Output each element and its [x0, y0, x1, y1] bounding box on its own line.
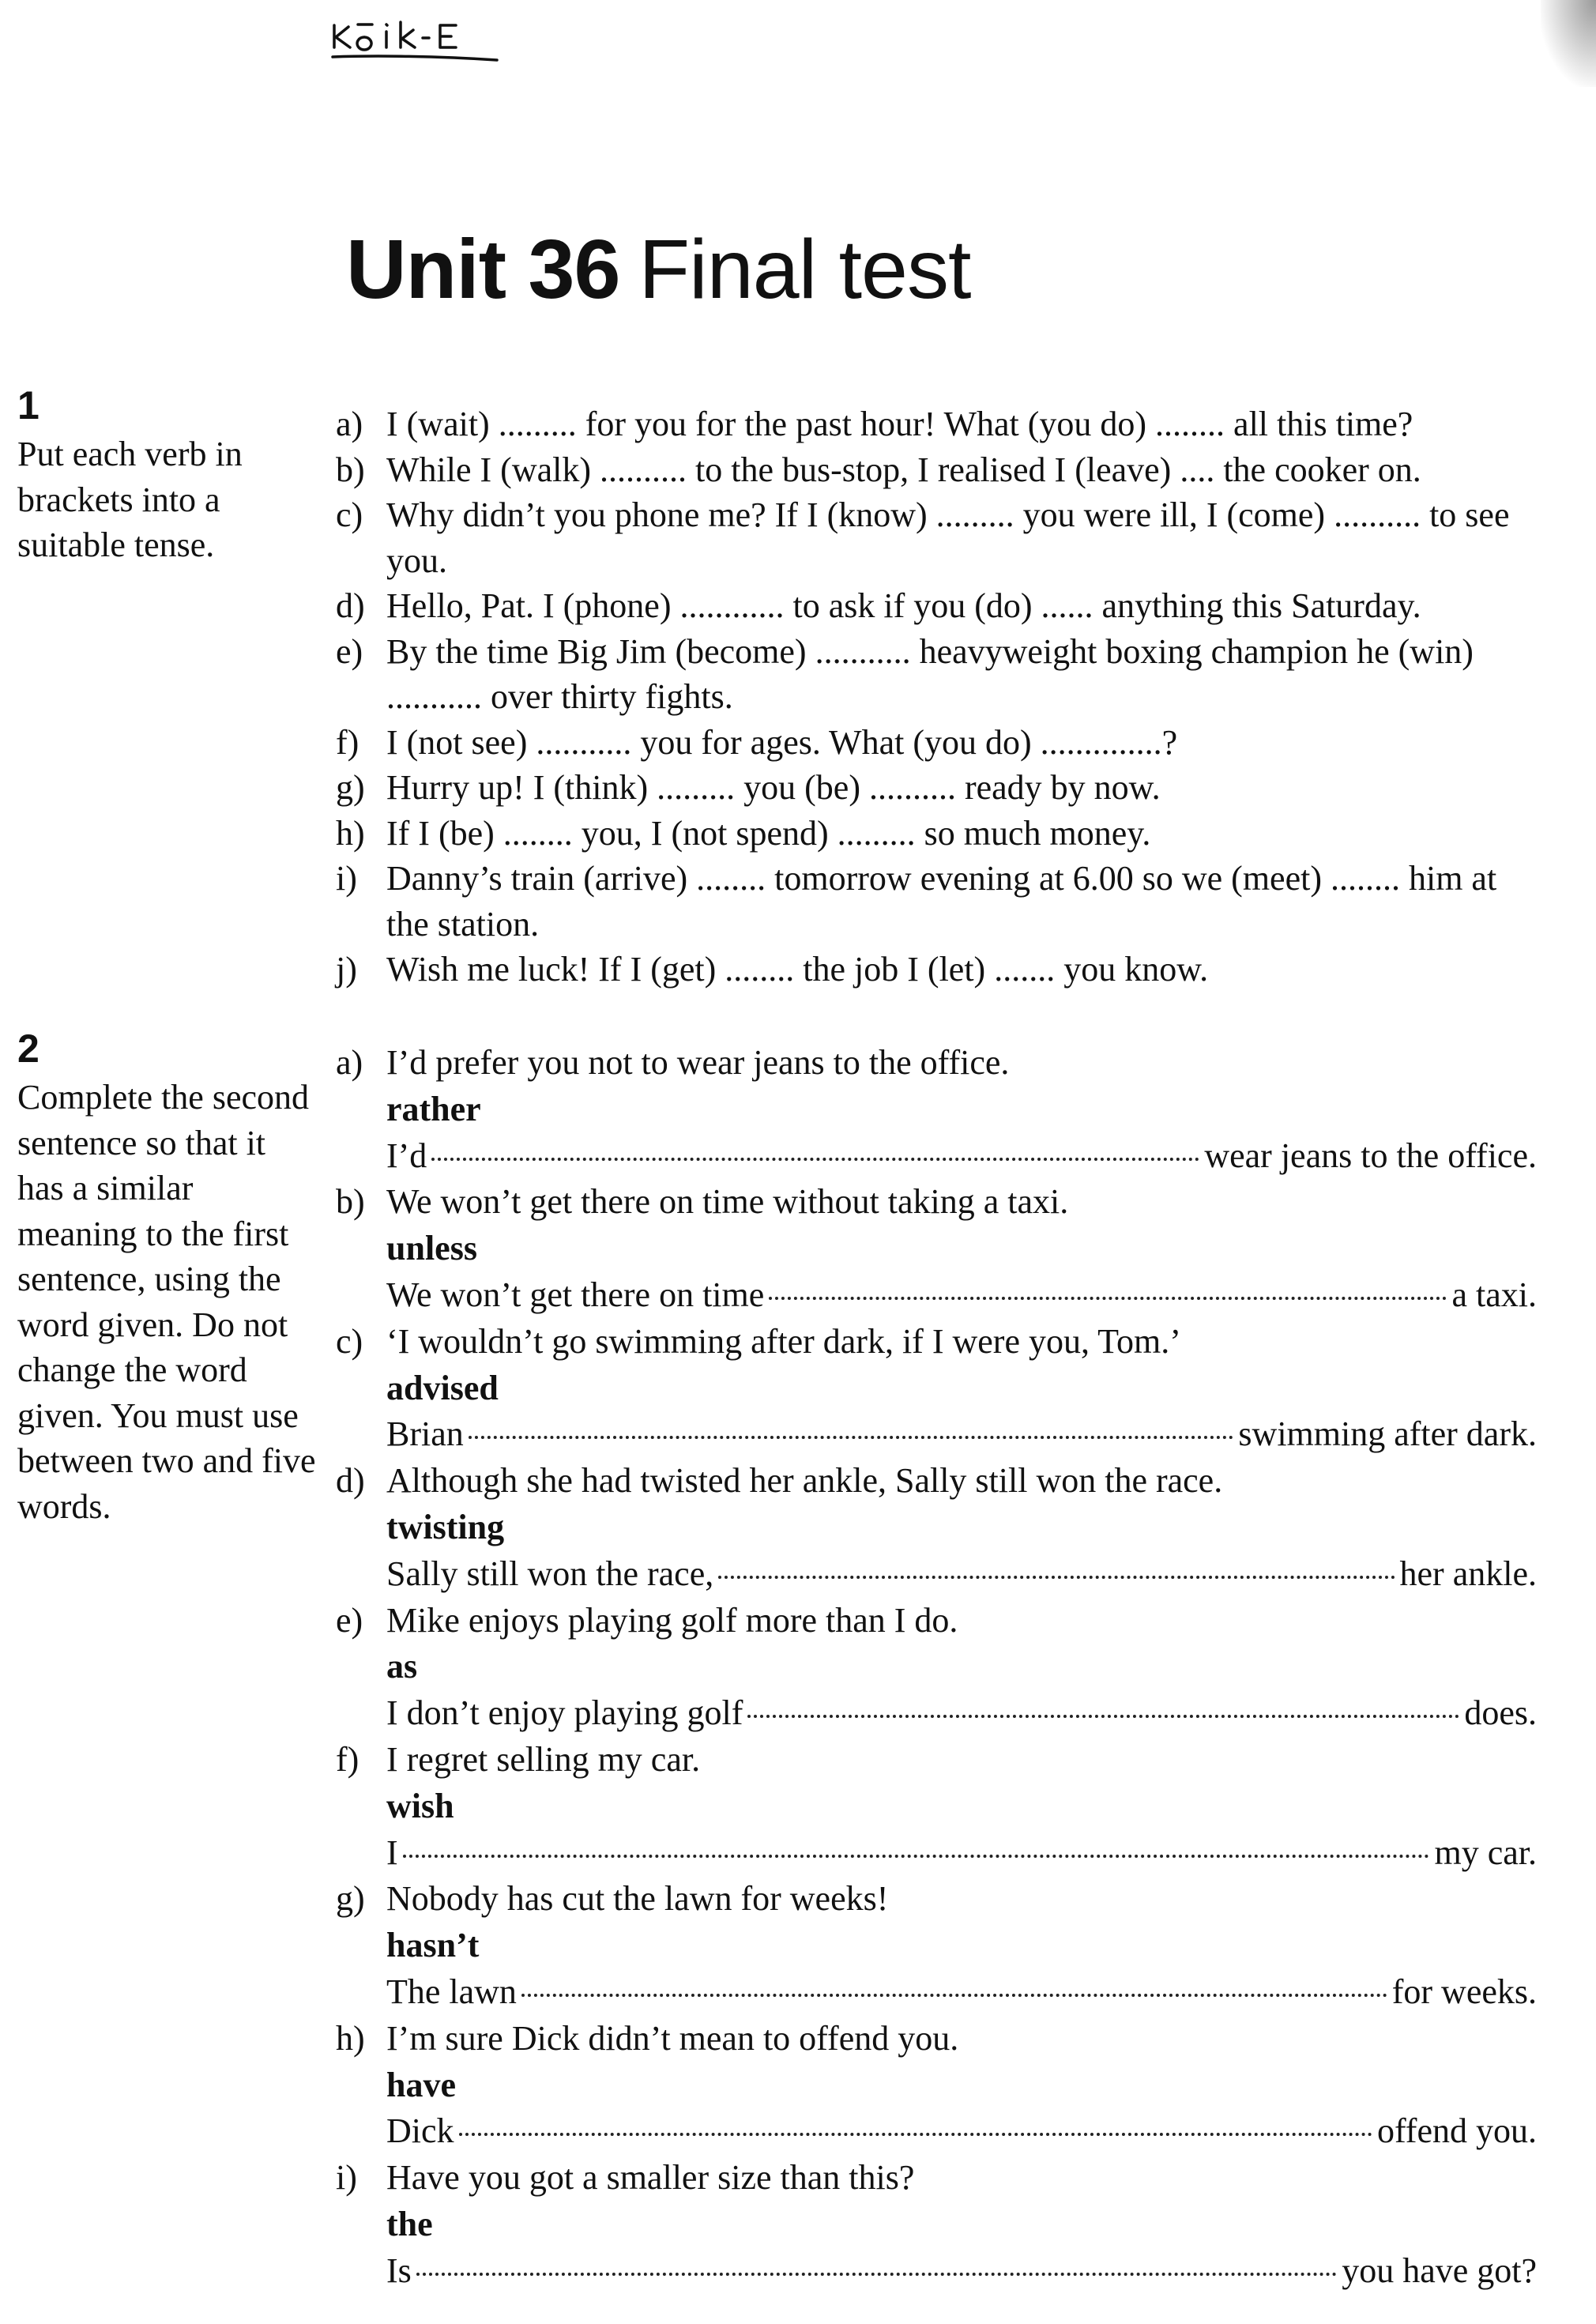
exercise-2-item: [336, 1179, 1537, 1318]
item-keyword: hasn’t: [386, 1926, 480, 1965]
item-sentence: ‘I wouldn’t go swimming after dark, if I were you, Tom.’: [386, 1321, 1181, 1361]
item-sentence: Although she had twisted her ankle, Sally still won the race.: [386, 1461, 1223, 1501]
item-body: [386, 2016, 1537, 2155]
item-sentence: I’d prefer you not to wear jeans to the office.: [386, 1043, 1010, 1082]
item-sentence: I’m sure Dick didn’t mean to offend you.: [386, 2018, 959, 2058]
handwritten-name-signature: [328, 11, 502, 68]
answer-line: [386, 1830, 1537, 1877]
answer-blank[interactable]: [747, 1715, 1459, 1718]
item-body: [386, 1598, 1537, 1737]
exercise-2-item: [336, 1876, 1537, 2015]
item-label: h): [336, 813, 365, 853]
answer-start: We won’t get there on time: [386, 1275, 765, 1314]
exercise-2-item: [336, 1040, 1537, 1179]
answer-start: I don’t enjoy playing golf: [386, 1693, 743, 1733]
answer-blank[interactable]: [431, 1158, 1199, 1161]
item-body: [386, 1737, 1537, 1876]
item-body: [386, 1876, 1537, 2015]
exercise-2-item: [336, 1598, 1537, 1737]
exercise-1-item: [336, 856, 1537, 947]
item-keyword: the: [386, 2204, 433, 2243]
item-keyword: twisting: [386, 1507, 505, 1546]
exercise-1-item: [336, 947, 1537, 993]
exercise-2-instruction: Complete the second sentence so that it has a similar meaning to the first sentence, using the word given. Do not change the word given. You must use between two and five words.: [17, 1078, 316, 1526]
exercise-1-item: [336, 765, 1537, 811]
answer-blank[interactable]: [521, 1994, 1387, 1997]
item-text: If I (be) ........ you, I (not spend) ......... so much money.: [386, 813, 1151, 853]
item-text: Hello, Pat. I (phone) ............ to ask if you (do) ...... anything this Saturday.: [386, 586, 1421, 625]
answer-blank[interactable]: [469, 1436, 1234, 1439]
answer-end: you have got?: [1342, 2251, 1537, 2290]
exercise-2-questions: [336, 1040, 1537, 2295]
item-label: c): [336, 1321, 363, 1361]
item-keyword: as: [386, 1647, 418, 1686]
item-keyword: advised: [386, 1368, 499, 1407]
item-sentence: Mike enjoys playing golf more than I do.: [386, 1600, 958, 1640]
exercise-2-item: [336, 1737, 1537, 1876]
scan-corner-shadow: [1541, 0, 1596, 87]
item-label: i): [336, 859, 357, 898]
page-title: [346, 223, 971, 316]
title-subtitle: Final test: [638, 223, 971, 316]
answer-start: I’d: [386, 1136, 427, 1175]
item-label: a): [336, 1043, 363, 1082]
item-body: [386, 2155, 1537, 2294]
item-label: d): [336, 586, 365, 625]
item-sentence: Have you got a smaller size than this?: [386, 2158, 915, 2198]
exercise-1-item: [336, 720, 1537, 766]
item-label: b): [336, 450, 365, 489]
item-label: f): [336, 1739, 359, 1779]
title-unit: Unit 36: [346, 223, 620, 316]
item-sentence: I regret selling my car.: [386, 1739, 701, 1779]
answer-line: [386, 1690, 1537, 1737]
item-text: While I (walk) .......... to the bus-stop, I realised I (leave) .... the cooker on.: [386, 450, 1421, 489]
answer-end: my car.: [1434, 1832, 1537, 1872]
answer-end: does.: [1464, 1693, 1537, 1733]
item-text: Wish me luck! If I (get) ........ the job I (let) ....... you know.: [386, 950, 1209, 989]
item-label: e): [336, 631, 363, 671]
item-label: h): [336, 2018, 365, 2058]
item-body: [386, 1319, 1537, 1458]
answer-blank[interactable]: [403, 1855, 1430, 1858]
item-text: I (not see) ........... you for ages. What (you do) ..............?: [386, 722, 1178, 762]
exercise-1-instruction: Put each verb in brackets into a suitable tense.: [17, 435, 243, 564]
exercise-2-item: [336, 1458, 1537, 1597]
item-text: By the time Big Jim (become) ........... heavyweight boxing champion he (win) ........... over thirty fights.: [386, 631, 1474, 716]
exercise-2-number: 2: [17, 1026, 40, 1071]
item-label: g): [336, 1879, 365, 1919]
exercise-2-item: [336, 1319, 1537, 1458]
item-sentence: Nobody has cut the lawn for weeks!: [386, 1879, 889, 1919]
item-label: j): [336, 950, 357, 989]
answer-end: wear jeans to the office.: [1204, 1136, 1537, 1175]
item-label: g): [336, 768, 365, 807]
exercise-1-item: [336, 447, 1537, 493]
exercise-1-number: 1: [17, 383, 40, 428]
item-text: Why didn’t you phone me? If I (know) ......... you were ill, I (come) .......... to see you.: [386, 495, 1510, 580]
item-label: e): [336, 1600, 363, 1640]
answer-end: offend you.: [1376, 2111, 1537, 2151]
item-sentence: We won’t get there on time without taking a taxi.: [386, 1182, 1069, 1222]
item-body: [386, 1040, 1537, 1179]
exercise-1-questions: [336, 401, 1537, 993]
answer-blank[interactable]: [769, 1297, 1447, 1300]
item-keyword: unless: [386, 1229, 477, 1268]
answer-blank[interactable]: [718, 1576, 1395, 1579]
item-keyword: rather: [386, 1089, 481, 1128]
answer-blank[interactable]: [459, 2133, 1372, 2136]
exercise-1-item: [336, 401, 1537, 447]
answer-start: Dick: [386, 2111, 454, 2151]
item-body: [386, 1179, 1537, 1318]
answer-line: [386, 1411, 1537, 1458]
answer-line: [386, 1551, 1537, 1598]
exercise-2-item: [336, 2155, 1537, 2294]
item-label: i): [336, 2158, 357, 2198]
item-label: f): [336, 722, 359, 762]
exercise-1-item: [336, 492, 1537, 583]
answer-end: a taxi.: [1451, 1275, 1537, 1314]
answer-end: for weeks.: [1391, 1972, 1537, 2011]
exercise-1-item: [336, 629, 1537, 720]
item-label: c): [336, 495, 363, 534]
handwritten-name: [328, 11, 502, 68]
exercise-2-item: [336, 2016, 1537, 2155]
answer-line: [386, 1272, 1537, 1319]
item-label: b): [336, 1182, 365, 1222]
answer-start: I: [386, 1832, 398, 1872]
answer-end: her ankle.: [1399, 1554, 1537, 1593]
exercise-1-item: [336, 583, 1537, 629]
answer-start: The lawn: [386, 1972, 517, 2011]
answer-start: Sally still won the race,: [386, 1554, 714, 1593]
item-label: d): [336, 1461, 365, 1501]
item-text: Hurry up! I (think) ......... you (be) .......... ready by now.: [386, 768, 1161, 807]
item-text: I (wait) ......... for you for the past hour! What (you do) ........ all this time?: [386, 405, 1413, 443]
exercise-1-item: [336, 811, 1537, 857]
answer-line: [386, 2108, 1537, 2155]
item-text: Danny’s train (arrive) ........ tomorrow evening at 6.00 so we (meet) ........ him at the station.: [386, 859, 1497, 944]
answer-blank[interactable]: [416, 2273, 1337, 2276]
answer-start: Is: [386, 2251, 412, 2290]
item-keyword: have: [386, 2065, 456, 2104]
answer-line: [386, 2248, 1537, 2295]
item-label: a): [336, 405, 363, 443]
answer-line: [386, 1133, 1537, 1180]
item-keyword: wish: [386, 1786, 454, 1825]
answer-end: swimming after dark.: [1238, 1414, 1537, 1454]
answer-start: Brian: [386, 1414, 464, 1454]
answer-line: [386, 1969, 1537, 2016]
item-body: [386, 1458, 1537, 1597]
